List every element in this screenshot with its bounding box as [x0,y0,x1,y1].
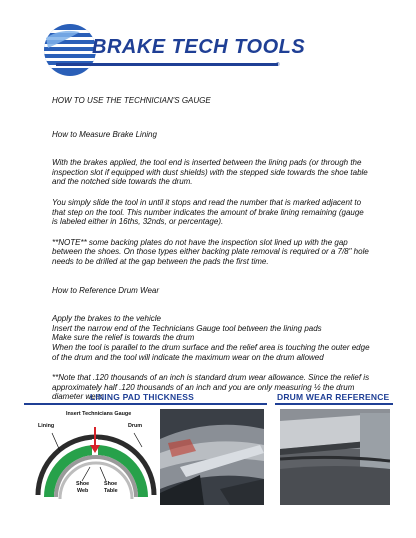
shoe-web-label-2: Web [77,488,89,494]
drum-step: Apply the brakes to the vehicle [52,314,161,324]
measure-title: How to Measure Brake Lining [52,129,157,139]
shoe-table-label-1: Shoe [104,481,118,487]
lining-photo-image [160,409,264,505]
measure-note: **NOTE** some backing plates do not have the inspection slot lined up with the gap between the shoes. On those types either backing plate removal is required or a 7/8" hole needs to be drilled at the gap between the pads the first time. [52,237,369,266]
insert-gauge-label: Insert Technicians Gauge [66,411,132,417]
drum-note: **Note that .120 thousands of an inch is standard drum wear allowance. Since the relief is approximately half .120 thousands of an inch and you are only measuring ½ the drum diameter wear. [52,373,370,402]
lining-label: Lining [38,423,55,429]
section-rule [24,403,267,405]
measure-paragraph-2: You simply slide the tool in until it stops and read the number that is marked adjacent to that step on the tool. This number indicates the amount of brake lining remaining (gauge is labeled either in 16ths, 32nds, or percentage). [52,197,364,227]
drum-step: Insert the narrow end of the Technicians Gauge tool between the lining pads [52,323,322,333]
lining-diagram [30,409,158,505]
shoe-web-label-1: Shoe [76,481,90,487]
drum-step: Make sure the relief is towards the drum [52,333,195,343]
shoe-table-label-2: Table [104,488,118,494]
registered-mark: ® [276,62,280,68]
measure-paragraph-1: With the brakes applied, the tool end is inserted between the lining pads (or through the inspection slot if equipped with dust shields) with the stepped side towards the shoe table and the notched side towards the drum. [52,158,368,187]
page-heading: HOW TO USE THE TECHNICIAN'S GAUGE [52,96,211,105]
brand-name: BRAKE TECH TOOLS [92,36,306,58]
instructions [52,96,370,402]
lining-photo [160,409,264,505]
drum-step: When the tool is parallel to the drum surface and the relief area is touching the outer edge of the drum and the tool will indicate the maximum wear on the drum allowed [52,342,370,362]
section-rule [275,403,393,405]
drum-wear-photo-image [280,409,390,505]
drum-title: How to Reference Drum Wear [52,285,159,295]
drum-label: Drum [128,423,143,429]
brand-underline [56,63,278,66]
drum-wear-title: DRUM WEAR REFERENCE [277,392,390,402]
lining-pad-title: LINING PAD THICKNESS [90,392,194,402]
drum-wear-photo [280,409,390,505]
